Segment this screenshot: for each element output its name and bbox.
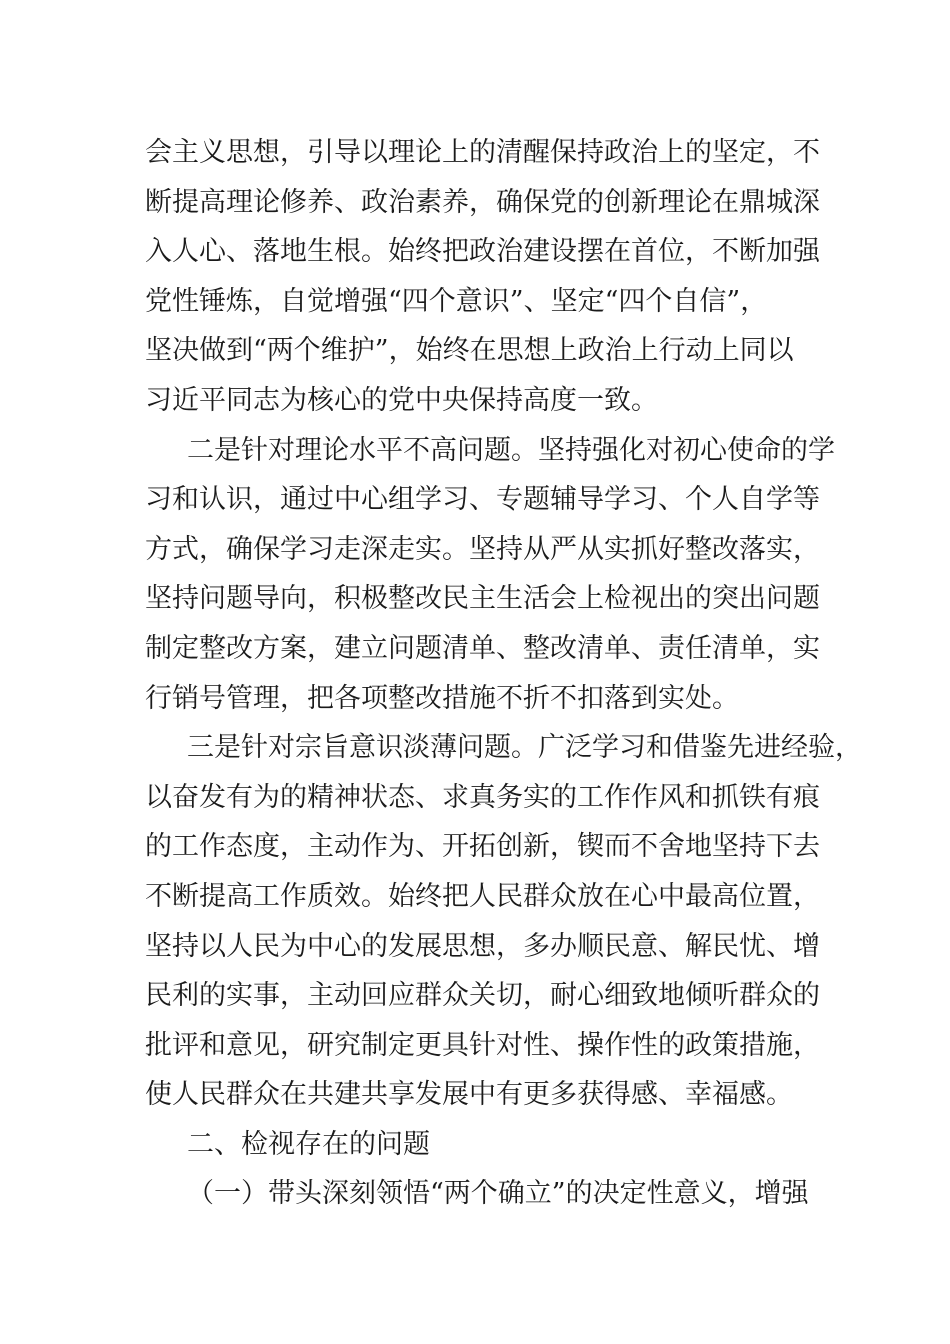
text-line: 党性锤炼，自觉增强“四个意识”、坚定“四个自信”， (145, 285, 768, 317)
text-line: 以奋发有为的精神状态、求真务实的工作作风和抓铁有痕 (145, 781, 820, 813)
text-line: 会主义思想，引导以理论上的清醒保持政治上的坚定，不 (145, 137, 820, 168)
text-line: 习近平同志为核心的党中央保持高度一致。 (145, 384, 658, 416)
text-line: 民利的实事，主动回应群众关切，耐心细致地倾听群众的 (145, 980, 820, 1012)
text-line: 坚决做到“两个维护”，始终在思想上政治上行动上同以 (145, 335, 794, 367)
paragraph-start-line: 三是针对宗旨意识淡薄问题。广泛学习和借鉴先进经验， (187, 732, 862, 764)
document-body (145, 128, 862, 1219)
text-line: 批评和意见，研究制定更具针对性、操作性的政策措施， (145, 1029, 820, 1061)
text-line: 不断提高工作质效。始终把人民群众放在心中最高位置， (145, 880, 820, 912)
text-line: 断提高理论修养、政治素养，确保党的创新理论在鼎城深 (145, 186, 820, 218)
text-line: 制定整改方案，建立问题清单、整改清单、责任清单，实 (145, 632, 820, 664)
section-heading: 二、检视存在的问题 (187, 1128, 430, 1160)
text-line: 入人心、落地生根。始终把政治建设摆在首位，不断加强 (145, 236, 820, 268)
text-line: 方式，确保学习走深走实。坚持从严从实抓好整改落实， (145, 533, 820, 565)
text-line: 行销号管理，把各项整改措施不折不扣落到实处。 (145, 682, 739, 714)
paragraph-start-line: 二是针对理论水平不高问题。坚持强化对初心使命的学 (187, 434, 835, 466)
text-line: 习和认识，通过中心组学习、专题辅导学习、个人自学等 (145, 484, 820, 516)
text-line: 的工作态度，主动作为、开拓创新，锲而不舍地坚持下去 (145, 831, 820, 863)
text-line: 坚持以人民为中心的发展思想，多办顺民意、解民忧、增 (145, 930, 820, 962)
text-line: 使人民群众在共建共享发展中有更多获得感、幸福感。 (145, 1079, 793, 1111)
text-line: 坚持问题导向，积极整改民主生活会上检视出的突出问题 (145, 583, 820, 615)
subsection-heading: （一）带头深刻领悟“两个确立”的决定性意义，增强 (187, 1178, 809, 1210)
